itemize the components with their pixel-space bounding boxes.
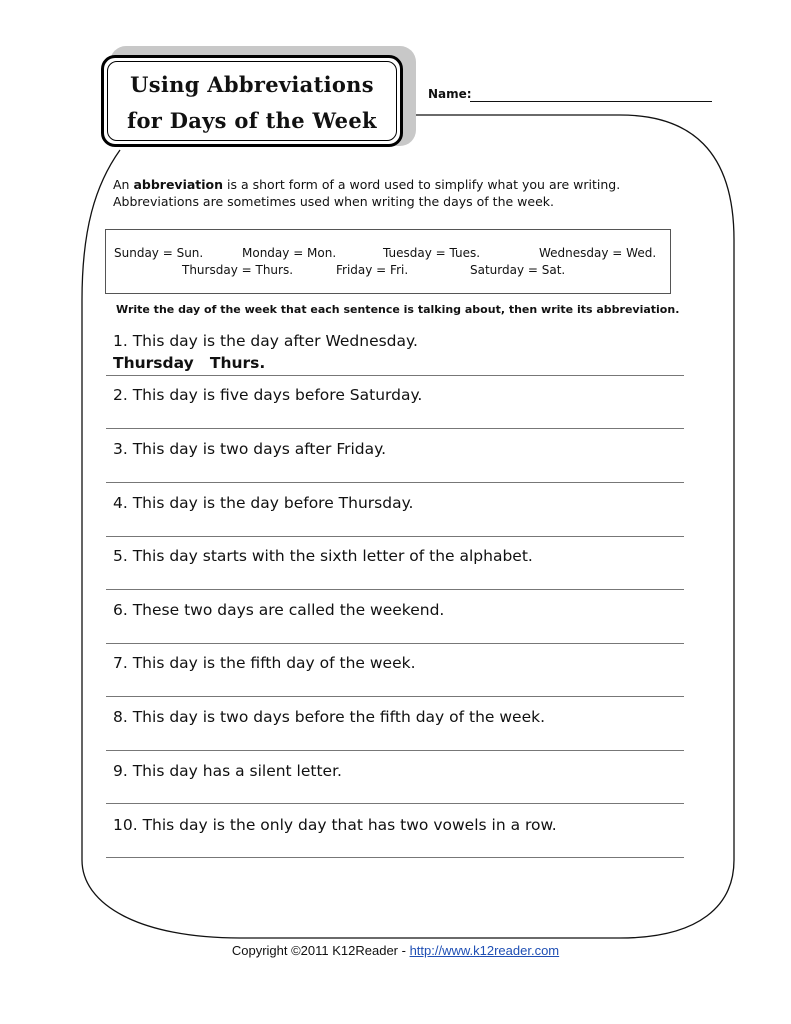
answer-line-6[interactable] [106, 643, 684, 644]
instructions: Write the day of the week that each sentence is talking about, then write its abbreviation. [116, 303, 680, 316]
page-title-line2: for Days of the Week [127, 108, 377, 133]
k12reader-link[interactable]: http://www.k12reader.com [409, 943, 560, 958]
intro-line1-rest: is a short form of a word used to simplify what you are writing. [223, 177, 621, 192]
answer-line-9[interactable] [106, 803, 684, 804]
abbr-wednesday: Wednesday = Wed. [539, 246, 657, 260]
intro-prefix: An [113, 177, 134, 192]
answer-line-10[interactable] [106, 857, 684, 858]
question-7: 7. This day is the fifth day of the week. [113, 654, 416, 672]
question-6: 6. These two days are called the weekend. [113, 601, 445, 619]
abbr-thursday: Thursday = Thurs. [182, 263, 294, 277]
question-10: 10. This day is the only day that has two vowels in a row. [113, 816, 557, 834]
answer-line-4[interactable] [106, 536, 684, 537]
intro-paragraph [113, 176, 620, 210]
answer-1[interactable]: Thursday Thurs. [113, 354, 266, 372]
question-5: 5. This day starts with the sixth letter of the alphabet. [113, 547, 533, 565]
question-3: 3. This day is two days after Friday. [113, 440, 387, 458]
answer-line-8[interactable] [106, 750, 684, 751]
title-box [101, 55, 403, 147]
name-field[interactable] [470, 101, 712, 102]
abbr-sunday: Sunday = Sun. [114, 246, 204, 260]
abbr-friday: Friday = Fri. [336, 263, 409, 277]
abbr-tuesday: Tuesday = Tues. [383, 246, 481, 260]
footer [0, 943, 791, 958]
intro-bold-term: abbreviation [133, 177, 224, 192]
abbr-monday: Monday = Mon. [242, 246, 337, 260]
answer-line-7[interactable] [106, 696, 684, 697]
copyright-text: Copyright ©2011 K12Reader - [231, 943, 410, 958]
question-8: 8. This day is two days before the fifth day of the week. [113, 708, 546, 726]
question-4: 4. This day is the day before Thursday. [113, 494, 414, 512]
intro-line2: Abbreviations are sometimes used when writing the days of the week. [113, 194, 554, 209]
name-label: Name: [428, 87, 472, 101]
question-9: 9. This day has a silent letter. [113, 762, 342, 780]
answer-line-1[interactable] [106, 375, 684, 376]
answer-line-3[interactable] [106, 482, 684, 483]
answer-line-5[interactable] [106, 589, 684, 590]
question-1: 1. This day is the day after Wednesday. [113, 332, 418, 350]
abbreviation-reference-box [105, 229, 671, 294]
question-2: 2. This day is five days before Saturday. [113, 386, 423, 404]
answer-line-2[interactable] [106, 428, 684, 429]
page-title-line1: Using Abbreviations [130, 72, 374, 97]
intro-line1 [113, 176, 620, 193]
abbr-saturday: Saturday = Sat. [470, 263, 566, 277]
